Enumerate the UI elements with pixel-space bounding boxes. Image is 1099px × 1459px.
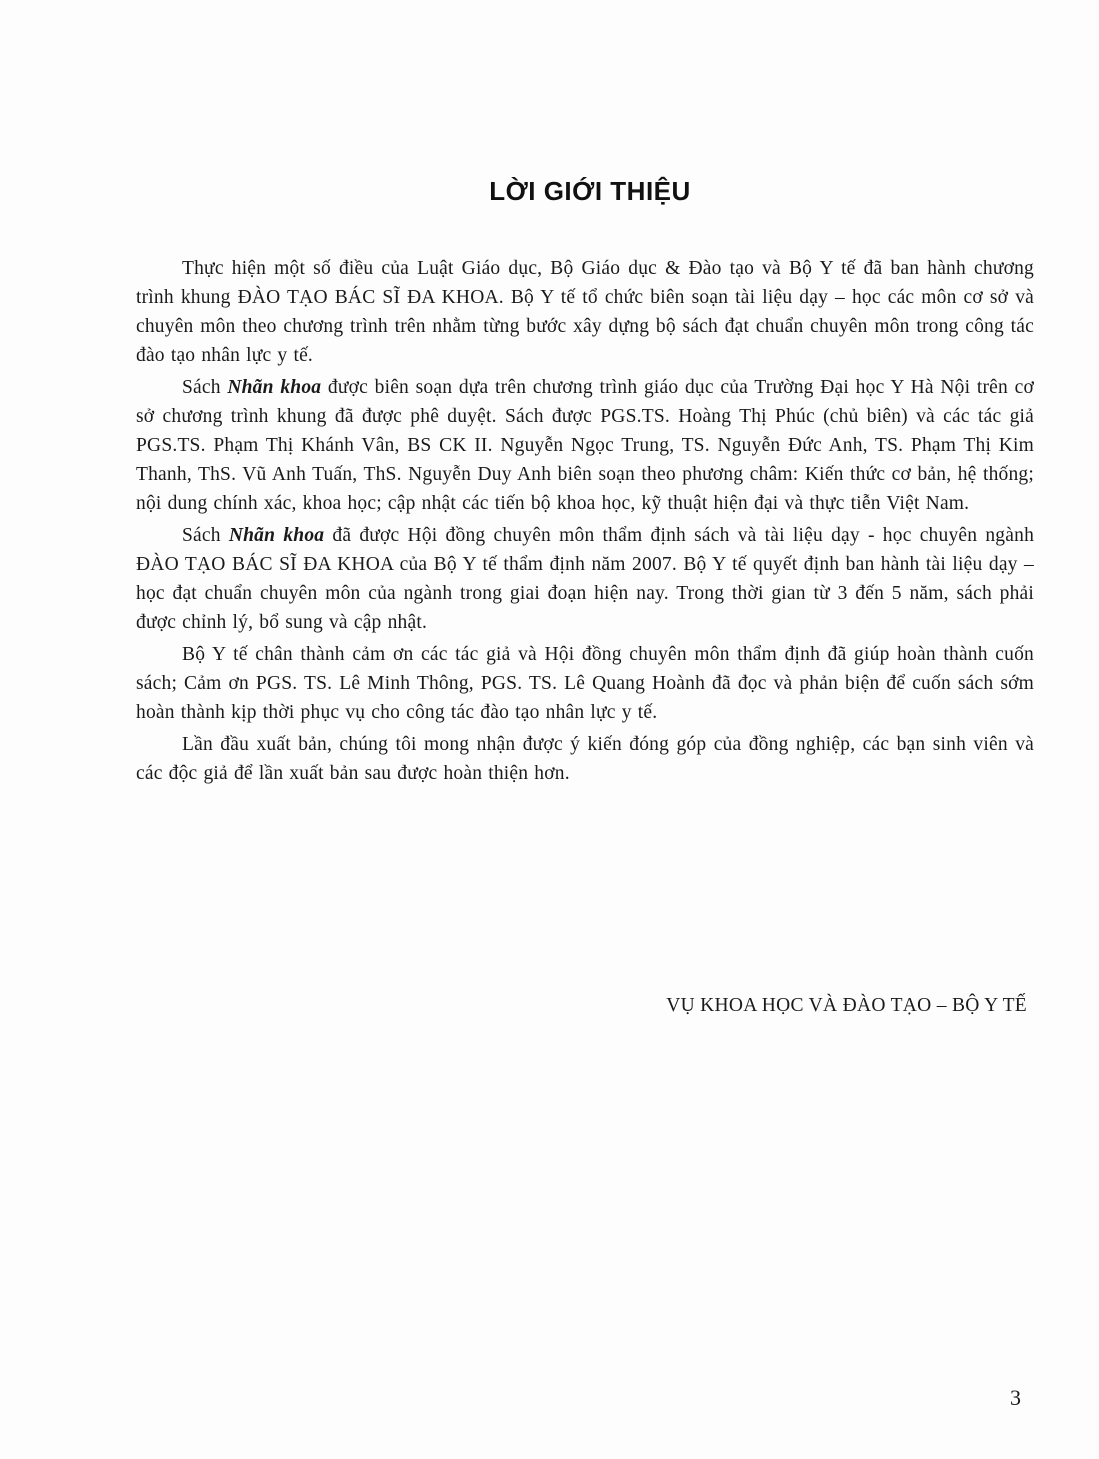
book-title-emphasis: Nhãn khoa [227,377,322,398]
paragraph-5 [136,730,1034,788]
page-number: 3 [1010,1385,1021,1410]
paragraph-1-text: Thực hiện một số điều của Luật Giáo dục, Bộ Giáo dục & Đào tạo và Bộ Y tế đã ban hành chương trình khung ĐÀO TẠO BÁC SĨ ĐA KHOA. Bộ Y tế tổ chức biên soạn tài liệu dạy – học các môn cơ sở và chuyên môn theo chương trình trên nhằm từng bước xây dựng bộ sách đạt chuẩn chuyên môn trong công tác đào tạo nhân lực y tế. [136,258,1034,366]
signature-line: VỤ KHOA HỌC VÀ ĐÀO TẠO – BỘ Y TẾ [666,995,1027,1016]
book-title-emphasis: Nhãn khoa [228,525,325,546]
paragraph-4 [136,640,1034,727]
introduction-body [136,254,1034,791]
paragraph-3 [136,521,1034,637]
paragraph-3-text-a: Sách [182,525,229,546]
paragraph-3-text-b: đã được Hội đồng chuyên môn thẩm định sách và tài liệu dạy - học chuyên ngành ĐÀO TẠO BÁC SĨ ĐA KHOA của Bộ Y tế thẩm định năm 2007. Bộ Y tế quyết định ban hành tài liệu dạy – học đạt chuẩn chuyên môn của ngành trong giai đoạn hiện nay. Trong thời gian từ 3 đến 5 năm, sách phải được chỉnh lý, bổ sung và cập nhật. [136,525,1035,633]
paragraph-5-text: Lần đầu xuất bản, chúng tôi mong nhận được ý kiến đóng góp của đồng nghiệp, các bạn sinh viên và các độc giả để lần xuất bản sau được hoàn thiện hơn. [136,734,1034,784]
paragraph-2-text-b: được biên soạn dựa trên chương trình giáo dục của Trường Đại học Y Hà Nội trên cơ sở chương trình khung đã được phê duyệt. Sách được PGS.TS. Hoàng Thị Phúc (chủ biên) và các tác giả PGS.TS. Phạm Thị Khánh Vân, BS CK II. Nguyễn Ngọc Trung, TS. Nguyễn Đức Anh, TS. Phạm Thị Kim Thanh, ThS. Vũ Anh Tuấn, ThS. Nguyễn Duy Anh biên soạn theo phương châm: Kiến thức cơ bản, hệ thống; nội dung chính xác, khoa học; cập nhật các tiến bộ khoa học, kỹ thuật hiện đại và thực tiễn Việt Nam. [136,377,1034,514]
page-title: LỜI GIỚI THIỆU [489,176,691,206]
paragraph-2-text-a: Sách [182,377,228,398]
paragraph-2 [136,373,1034,518]
paragraph-4-text: Bộ Y tế chân thành cảm ơn các tác giả và Hội đồng chuyên môn thẩm định đã giúp hoàn thành cuốn sách; Cảm ơn PGS. TS. Lê Minh Thông, PGS. TS. Lê Quang Hoành đã đọc và phản biện để cuốn sách sớm hoàn thành kịp thời phục vụ cho công tác đào tạo nhân lực y tế. [136,644,1034,723]
paragraph-1 [136,254,1034,370]
